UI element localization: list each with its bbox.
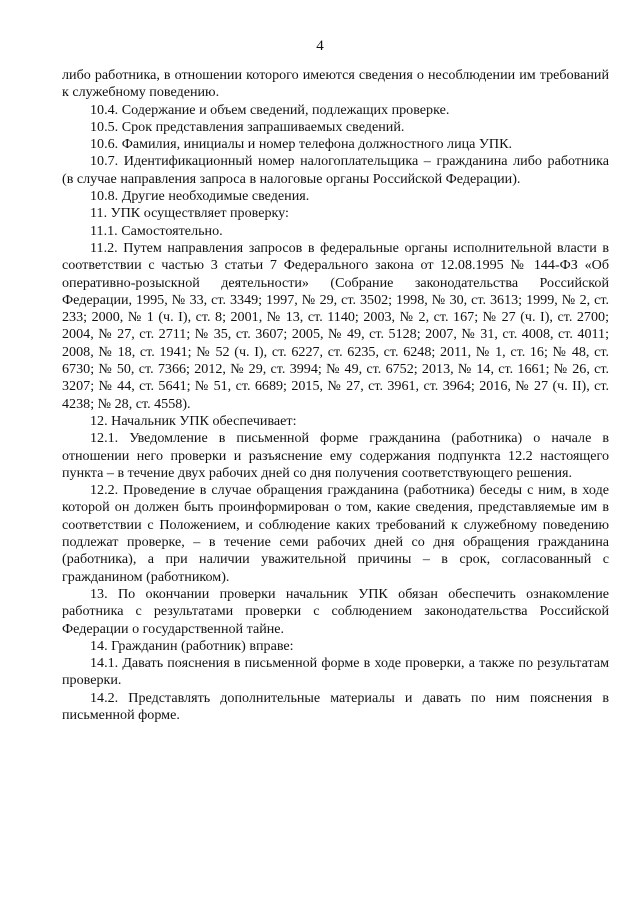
paragraph: 10.6. Фамилия, инициалы и номер телефона должностного лица УПК. [90,136,513,153]
document-body [62,67,609,724]
paragraph: 10.4. Содержание и объем сведений, подлежащих проверке. [90,101,450,118]
paragraph: 10.7. Идентификационный номер налогоплательщика – гражданина либо работника (в случае направления запроса в налоговые органы Российской Федерации). [62,153,609,187]
paragraph: 11.1. Самостоятельно. [90,222,223,239]
paragraph: 11. УПК осуществляет проверку: [90,205,289,222]
paragraph: 14. Гражданин (работник) вправе: [90,637,294,654]
paragraph: 12. Начальник УПК обеспечивает: [90,412,297,429]
paragraph: 12.1. Уведомление в письменной форме гражданина (работника) о начале в отношении него проверки и разъяснение ему содержания подпункта 12.2 настоящего пункта – в течение двух рабочих дней со дня получения соответствующего решения. [62,430,609,481]
paragraph: либо работника, в отношении которого имеются сведения о несоблюдении им требований к служебному поведению. [62,67,609,101]
paragraph: 12.2. Проведение в случае обращения гражданина (работника) беседы с ним, в ходе которой он должен быть проинформирован о том, какие сведения, представляемые им в соответствии с Положением, и соблюдение каких требований к служебному поведению подлежат проверке, – в течение семи рабочих дней со дня обращения гражданина (работника), а при наличии уважительной причины – в срок, согласованный с гражданином (работником). [62,482,609,585]
paragraph: 13. По окончании проверки начальник УПК обязан обеспечить ознакомление работника с результатами проверки с соблюдением законодательства Российской Федерации о государственной тайне. [62,585,609,637]
paragraph: 14.2. Представлять дополнительные материалы и давать по ним пояснения в письменной форме. [62,689,609,723]
paragraph: 14.1. Давать пояснения в письменной форме в ходе проверки, а также по результатам проверки. [62,655,609,689]
page-number: 4 [316,38,324,54]
paragraph: 10.8. Другие необходимые сведения. [90,188,310,205]
paragraph: 11.2. Путем направления запросов в федеральные органы исполнительной власти в соответствии с частью 3 статьи 7 Федерального закона от 12.08.1995 № 144-ФЗ «Об оперативно-розыскной деятельности» (Собрание законодательства Российской Федерации, 1995, № 33, ст. 3349; 1997, № 29, ст. 3502; 1998, № 30, ст. 3613; 1999, № 2, ст. 233; 2000, № 1 (ч. I), ст. 8; 2001, № 13, ст. 1140; 2003, № 2, ст. 167; № 27 (ч. I), ст. 2700; 2004, № 27, ст. 2711; № 35, ст. 3607; 2005, № 49, ст. 5128; 2007, № 31, ст. 4008, ст. 4011; 2008, № 18, ст. 1941; № 52 (ч. I), ст. 6227, ст. 6235, ст. 6248; 2011, № 1, ст. 16; № 48, ст. 6730; № 50, ст. 7366; 2012, № 29, ст. 3994; № 49, ст. 6752; 2013, № 14, ст. 1661; № 26, ст. 3207; № 44, ст. 5641; № 51, ст. 6689; 2015, № 27, ст. 3961, ст. 3964; 2016, № 27 (ч. II), ст. 4238; № 28, ст. 4558). [62,239,609,412]
paragraph: 10.5. Срок представления запрашиваемых сведений. [90,118,405,135]
